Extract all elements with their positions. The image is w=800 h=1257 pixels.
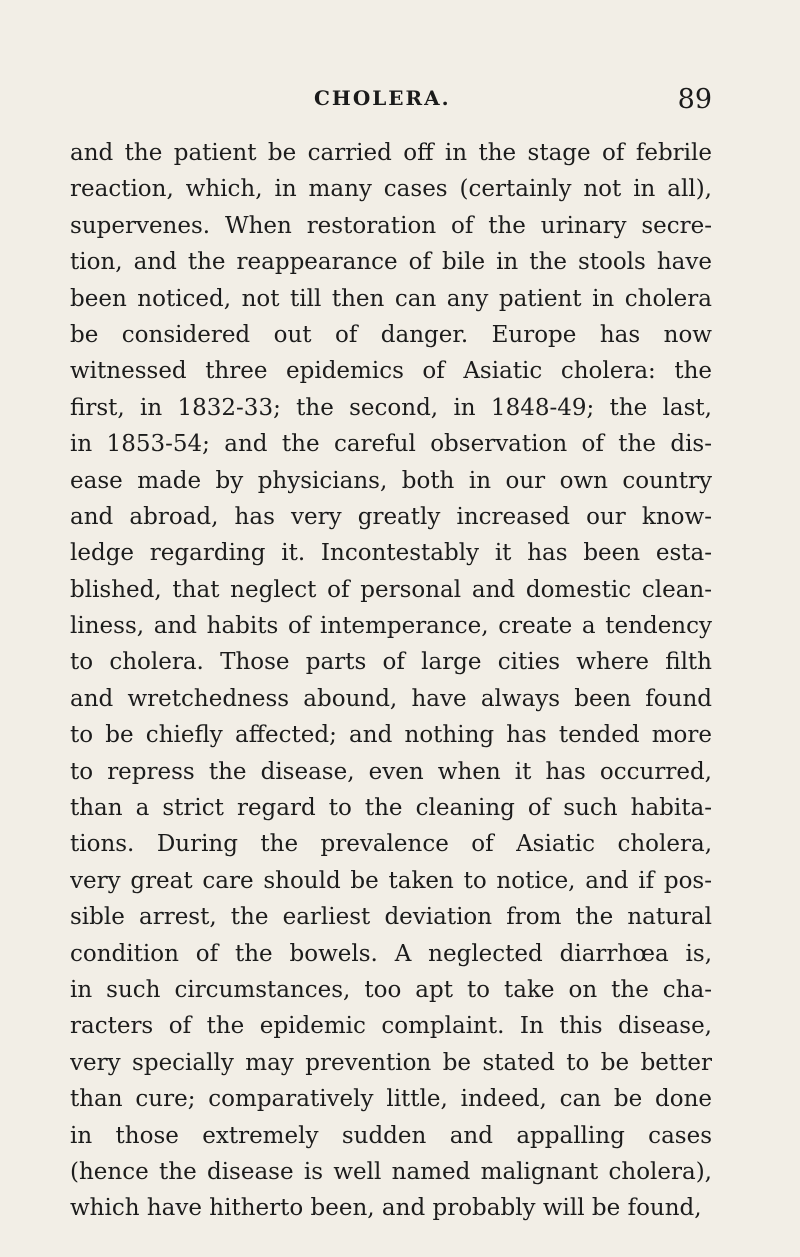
text-line: be considered out of danger. Europe has now: [70, 321, 712, 348]
text-line: in 1853-54; and the careful observation of the dis-: [70, 431, 712, 458]
text-line: reaction, which, in many cases (certainly not in all),: [70, 176, 712, 203]
text-line: very great care should be taken to notice, and if pos-: [70, 867, 712, 894]
text-line: than a strict regard to the cleaning of such habita-: [70, 795, 712, 822]
body-text: [70, 135, 712, 1227]
text-line: and abroad, has very greatly increased our know-: [70, 503, 712, 530]
page-header: [70, 84, 712, 118]
text-line: liness, and habits of intemperance, create a tendency: [70, 613, 712, 640]
text-line: first, in 1832-33; the second, in 1848-49; the last,: [70, 394, 712, 421]
text-line: ledge regarding it. Incontestably it has been esta-: [70, 540, 712, 567]
text-line: in those extremely sudden and appalling cases: [70, 1122, 712, 1149]
text-line: sible arrest, the earliest deviation from the natural: [70, 904, 712, 931]
running-title: CHOLERA.: [314, 86, 451, 110]
text-line: tion, and the reappearance of bile in the stools have: [70, 249, 712, 276]
text-line: in such circumstances, too apt to take on the cha-: [70, 976, 712, 1003]
text-line: supervenes. When restoration of the urinary secre-: [70, 212, 712, 239]
text-line: to repress the disease, even when it has occurred,: [70, 758, 712, 785]
text-line: condition of the bowels. A neglected diarrhœa is,: [70, 940, 712, 967]
text-line: racters of the epidemic complaint. In this disease,: [70, 1013, 712, 1040]
text-line: tions. During the prevalence of Asiatic cholera,: [70, 831, 712, 858]
text-line: very specially may prevention be stated to be better: [70, 1049, 712, 1076]
text-line: than cure; comparatively little, indeed, can be done: [70, 1086, 712, 1113]
text-line: and wretchedness abound, have always been found: [70, 685, 712, 712]
text-line: which have hitherto been, and probably will be found,: [70, 1195, 702, 1222]
text-line: been noticed, not till then can any patient in cholera: [70, 285, 712, 312]
page-number: 89: [677, 84, 712, 115]
text-line: to cholera. Those parts of large cities where filth: [70, 649, 712, 676]
text-line: to be chiefly affected; and nothing has tended more: [70, 722, 712, 749]
text-line: blished, that neglect of personal and domestic clean-: [70, 576, 712, 603]
text-line: (hence the disease is well named malignant cholera),: [70, 1158, 712, 1185]
text-line: witnessed three epidemics of Asiatic cholera: the: [70, 358, 712, 385]
text-line: and the patient be carried off in the stage of febrile: [70, 140, 712, 166]
text-line: ease made by physicians, both in our own country: [70, 467, 712, 494]
